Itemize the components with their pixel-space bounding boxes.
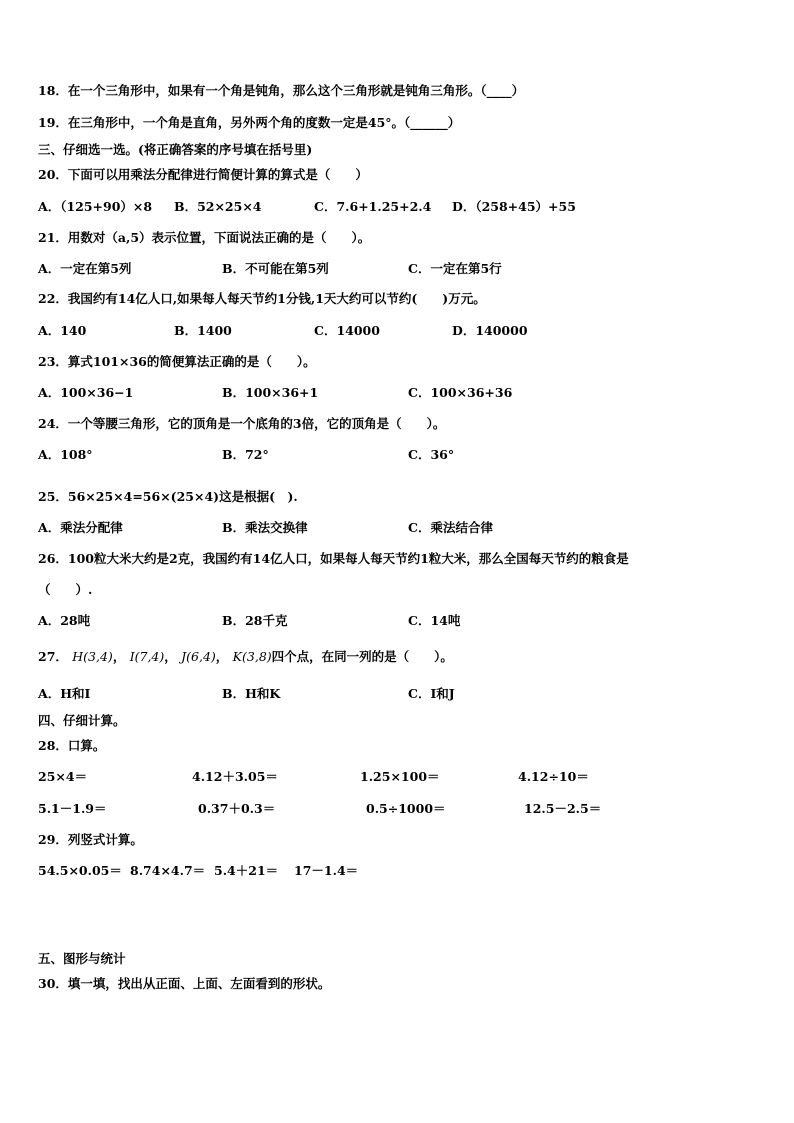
question-26-stem-continued: （ ）. xyxy=(38,582,93,597)
question-23-stem: 23．算式101×36的简便算法正确的是（ ）。 xyxy=(38,354,316,369)
point-i: I(7,4) xyxy=(129,649,165,664)
question-23-option-b: B．100×36+1 xyxy=(222,385,319,400)
mental-calc-item: 25×4＝ xyxy=(38,769,88,784)
question-29-title: 29．列竖式计算。 xyxy=(38,832,143,847)
question-20-option-a: A．（125+90）×8 xyxy=(38,199,153,214)
question-21-option-c: C．一定在第5行 xyxy=(408,261,502,276)
mental-calc-item: 5.1－1.9＝ xyxy=(38,801,107,816)
separator: ， xyxy=(112,649,126,664)
question-20-stem: 20．下面可以用乘法分配律进行简便计算的算式是（ ） xyxy=(38,167,368,182)
vertical-calc-item: 8.74×4.7＝ xyxy=(130,863,206,878)
section-3-heading: 三、仔细选一选。(将正确答案的序号填在括号里) xyxy=(38,142,313,157)
question-27-option-c: C．I和J xyxy=(408,686,455,701)
question-26-option-a: A．28吨 xyxy=(38,613,91,628)
separator: ， xyxy=(164,649,177,664)
question-27-stem xyxy=(38,649,453,665)
vertical-calc-item: 5.4＋21＝ xyxy=(214,863,279,878)
mental-calc-item: 1.25×100＝ xyxy=(360,769,440,784)
question-22-option-d: D．140000 xyxy=(452,323,528,338)
mental-calc-item: 4.12÷10＝ xyxy=(518,769,589,784)
separator: ， xyxy=(215,649,229,664)
question-27-option-a: A．H和I xyxy=(38,686,91,701)
question-21-option-a: A．一定在第5列 xyxy=(38,261,132,276)
question-20-option-c: C．7.6+1.25+2.4 xyxy=(314,199,432,214)
question-26-option-c: C．14吨 xyxy=(408,613,461,628)
question-20-option-d: D．（258+45）+55 xyxy=(452,199,576,214)
question-30: 30．填一填，找出从正面、上面、左面看到的形状。 xyxy=(38,976,331,991)
question-21-option-b: B．不可能在第5列 xyxy=(222,261,329,276)
question-24-option-c: C．36° xyxy=(408,447,455,462)
mental-calc-item: 12.5－2.5＝ xyxy=(524,801,602,816)
question-23-option-c: C．100×36+36 xyxy=(408,385,513,400)
vertical-calc-item: 54.5×0.05＝ xyxy=(38,863,122,878)
section-4-heading: 四、仔细计算。 xyxy=(38,713,126,728)
point-k: K(3,8) xyxy=(232,649,272,664)
question-27-number: 27． xyxy=(38,649,68,664)
question-27-option-b: B．H和K xyxy=(222,686,281,701)
question-22-option-a: A．140 xyxy=(38,323,87,338)
question-23-option-a: A．100×36−1 xyxy=(38,385,134,400)
question-25-option-c: C．乘法结合律 xyxy=(408,520,493,535)
vertical-calc-item: 17－1.4＝ xyxy=(294,863,359,878)
question-25-stem: 25．56×25×4=56×(25×4)这是根据( ). xyxy=(38,489,298,504)
question-22-option-b: B．1400 xyxy=(174,323,232,338)
question-25-option-b: B．乘法交换律 xyxy=(222,520,308,535)
mental-calc-item: 4.12＋3.05＝ xyxy=(192,769,278,784)
question-24-stem: 24．一个等腰三角形，它的顶角是一个底角的3倍，它的顶角是（ ）。 xyxy=(38,416,446,431)
question-19: 19．在三角形中，一个角是直角，另外两个角的度数一定是45°。（______） xyxy=(38,115,461,130)
question-21-stem: 21．用数对（a,5）表示位置，下面说法正确的是（ ）。 xyxy=(38,230,371,245)
question-26-option-b: B．28千克 xyxy=(222,613,288,628)
question-27-tail: 四个点，在同一列的是（ ）。 xyxy=(271,649,453,664)
question-20-option-b: B．52×25×4 xyxy=(174,199,262,214)
question-28-title: 28．口算。 xyxy=(38,738,106,753)
mental-calc-item: 0.37＋0.3＝ xyxy=(198,801,276,816)
point-j: J(6,4) xyxy=(181,649,216,664)
question-22-stem: 22．我国约有14亿人口,如果每人每天节约1分钱,1天大约可以节约( )万元。 xyxy=(38,291,486,306)
question-22-option-c: C．14000 xyxy=(314,323,380,338)
question-24-option-b: B．72° xyxy=(222,447,269,462)
question-26-stem: 26．100粒大米大约是2克，我国约有14亿人口，如果每人每天节约1粒大米，那么全国每天节约的粮食是 xyxy=(38,551,629,566)
question-24-option-a: A．108° xyxy=(38,447,93,462)
section-5-heading: 五、图形与统计 xyxy=(38,951,126,966)
mental-calc-item: 0.5÷1000＝ xyxy=(366,801,446,816)
question-18: 18．在一个三角形中，如果有一个角是钝角，那么这个三角形就是钝角三角形。（____） xyxy=(38,83,525,98)
question-25-option-a: A．乘法分配律 xyxy=(38,520,123,535)
point-h: H(3,4) xyxy=(72,649,113,664)
